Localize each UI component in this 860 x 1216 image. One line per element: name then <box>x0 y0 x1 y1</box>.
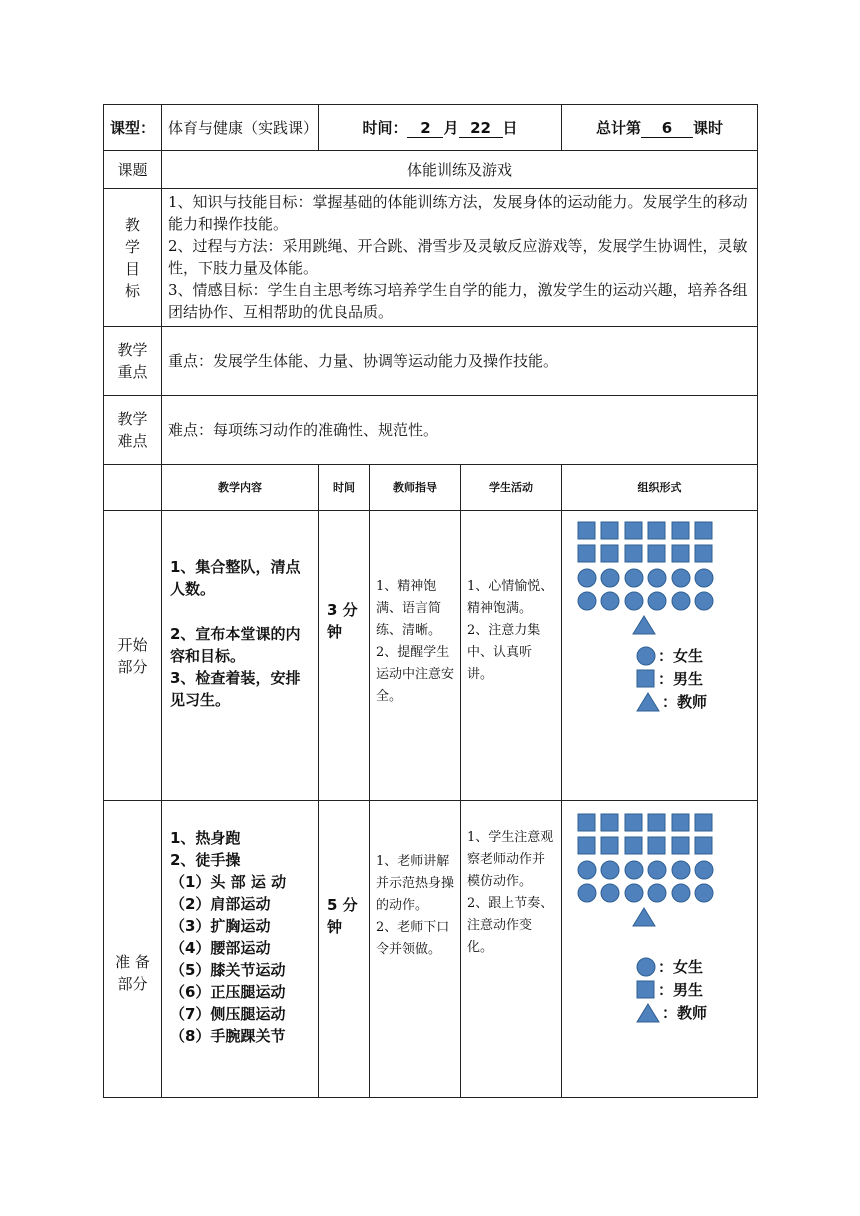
legend <box>577 644 757 713</box>
section-content-start <box>162 511 319 801</box>
boy-square <box>601 814 618 831</box>
topic-label: 课题 <box>104 151 162 189</box>
content-item: （5）膝关节运动 <box>170 961 286 979</box>
boy-square <box>648 545 665 562</box>
difficulty-row <box>104 396 758 465</box>
legend-girl: ：女生 <box>636 644 757 667</box>
objective-1: 1、知识与技能目标：掌握基础的体能训练方法，发展身体的运动能力。发展学生的移动能力和操作技能。 <box>168 193 748 233</box>
square-icon <box>636 669 656 689</box>
student-item: 2、注意力集中、认真听讲。 <box>467 623 541 682</box>
topic-value: 体能训练及游戏 <box>162 151 758 189</box>
formation-diagram <box>577 521 717 637</box>
girl-circle <box>672 884 690 902</box>
content-item: （7）侧压腿运动 <box>170 1005 286 1023</box>
key-point-value: 重点：发展学生体能、力量、协调等运动能力及操作技能。 <box>162 327 758 396</box>
lesson-plan <box>103 104 757 1098</box>
legend-girl: ：女生 <box>636 955 757 978</box>
girl-circle <box>695 884 713 902</box>
girl-circle <box>648 569 666 587</box>
total-suffix: 课时 <box>693 118 724 137</box>
section-label-warmup: 准 备 部分 <box>104 801 162 1098</box>
boy-square <box>672 545 689 562</box>
boy-square <box>625 837 642 854</box>
teacher-item: 1、精神饱满、语言简练、清晰。 <box>376 579 442 638</box>
content-item: （4）腰部运动 <box>170 939 271 957</box>
content-item: （2）肩部运动 <box>170 895 271 913</box>
girl-circle <box>672 861 690 879</box>
girl-circle <box>625 592 643 610</box>
content-item: （1）头 部 运 动 <box>170 873 287 891</box>
circle-icon <box>636 646 656 666</box>
boy-square <box>601 522 618 539</box>
legend <box>577 955 757 1024</box>
column-header-content: 教学内容 <box>162 465 319 511</box>
girl-circle <box>648 592 666 610</box>
section-time-start: 3 分 钟 <box>319 511 370 801</box>
teacher-item: 1、老师讲解并示范热身操的动作。 <box>376 854 455 913</box>
section-time-warmup: 5 分 钟 <box>319 801 370 1098</box>
objective-3: 3、情感目标：学生自主思考练习培养学生自学的能力，激发学生的运动兴趣，培养各组团结协作、互相帮助的优良品质。 <box>168 281 748 321</box>
legend-boy: ：男生 <box>636 667 757 690</box>
time-cell <box>319 105 562 151</box>
total-value: 6 <box>641 119 693 138</box>
girl-circle <box>648 884 666 902</box>
content-item: 2、宣布本堂课的内容和目标。 <box>170 625 301 665</box>
total-cell <box>562 105 758 151</box>
objectives-label: 教 学 目 标 <box>104 189 162 327</box>
boy-square <box>578 522 595 539</box>
content-item: 1、集合整队，清点人数。 <box>170 558 301 598</box>
key-point-row <box>104 327 758 396</box>
square-icon <box>636 980 656 1000</box>
girl-circle <box>695 861 713 879</box>
day-unit: 日 <box>502 118 518 137</box>
formation-diagram <box>577 813 717 929</box>
day-value: 22 <box>459 119 503 138</box>
total-prefix: 总计第 <box>595 118 641 137</box>
girl-circle <box>601 592 619 610</box>
girl-circle <box>625 884 643 902</box>
boy-square <box>695 545 712 562</box>
boy-square <box>625 814 642 831</box>
boy-square <box>648 522 665 539</box>
month-value: 2 <box>407 119 443 138</box>
teacher-item: 2、老师下口令并领做。 <box>376 920 450 957</box>
time-label: 时间： <box>362 118 408 137</box>
section-student-warmup <box>461 801 562 1098</box>
boy-square <box>578 814 595 831</box>
column-header-organization: 组织形式 <box>562 465 758 511</box>
lesson-plan-table <box>103 104 758 1098</box>
boy-square <box>672 814 689 831</box>
legend-teacher: ：教师 <box>636 1001 757 1024</box>
section-student-start <box>461 511 562 801</box>
column-header-blank <box>104 465 162 511</box>
teacher-triangle <box>633 616 655 634</box>
content-item: （8）手腕踝关节 <box>170 1027 286 1045</box>
month-unit: 月 <box>443 118 459 137</box>
triangle-icon <box>636 1003 660 1023</box>
section-row-start <box>104 511 758 801</box>
girl-circle <box>648 861 666 879</box>
legend-boy: ：男生 <box>636 978 757 1001</box>
column-header-row <box>104 465 758 511</box>
content-item: （6）正压腿运动 <box>170 983 286 1001</box>
content-item: 1、热身跑 <box>170 829 241 847</box>
content-item: 3、检查着装，安排见习生。 <box>170 669 301 709</box>
column-header-student: 学生活动 <box>461 465 562 511</box>
objective-2: 2、过程与方法：采用跳绳、开合跳、滑雪步及灵敏反应游戏等，发展学生协调性，灵敏性，下肢力量及体能。 <box>168 237 748 277</box>
boy-square <box>578 545 595 562</box>
section-label-start: 开始 部分 <box>104 511 162 801</box>
girl-circle <box>695 592 713 610</box>
section-content-warmup <box>162 801 319 1098</box>
girl-circle <box>578 884 596 902</box>
girl-circle <box>625 861 643 879</box>
section-teacher-start <box>370 511 461 801</box>
boy-square <box>601 545 618 562</box>
topic-row <box>104 151 758 189</box>
difficulty-label: 教学 难点 <box>104 396 162 465</box>
girl-circle <box>601 569 619 587</box>
section-organization-start <box>562 511 758 801</box>
boy-square <box>648 837 665 854</box>
boy-square <box>695 522 712 539</box>
girl-circle <box>601 884 619 902</box>
boy-square <box>625 545 642 562</box>
teacher-triangle <box>633 908 655 926</box>
column-header-time: 时间 <box>319 465 370 511</box>
triangle-icon <box>636 692 660 712</box>
objectives-row <box>104 189 758 327</box>
student-item: 2、跟上节奏、注意动作变化。 <box>467 896 554 955</box>
content-item: 2、徒手操 <box>170 851 241 869</box>
boy-square <box>625 522 642 539</box>
boy-square <box>578 837 595 854</box>
girl-circle <box>625 569 643 587</box>
difficulty-value: 难点：每项练习动作的准确性、规范性。 <box>162 396 758 465</box>
objectives-text <box>162 189 758 327</box>
student-item: 1、心情愉悦、精神饱满。 <box>467 579 554 616</box>
circle-icon <box>636 957 656 977</box>
header-row <box>104 105 758 151</box>
type-label: 课型： <box>104 105 162 151</box>
boy-square <box>672 837 689 854</box>
girl-circle <box>672 569 690 587</box>
boy-square <box>648 814 665 831</box>
girl-circle <box>578 861 596 879</box>
content-item: （3）扩胸运动 <box>170 917 271 935</box>
girl-circle <box>578 592 596 610</box>
section-row-warmup <box>104 801 758 1098</box>
boy-square <box>672 522 689 539</box>
girl-circle <box>578 569 596 587</box>
section-organization-warmup <box>562 801 758 1098</box>
type-value: 体育与健康（实践课） <box>162 105 319 151</box>
girl-circle <box>672 592 690 610</box>
boy-square <box>695 837 712 854</box>
student-item: 1、学生注意观察老师动作并模仿动作。 <box>467 830 554 889</box>
section-teacher-warmup <box>370 801 461 1098</box>
boy-square <box>695 814 712 831</box>
column-header-teacher: 教师指导 <box>370 465 461 511</box>
legend-teacher: ：教师 <box>636 690 757 713</box>
key-point-label: 教学 重点 <box>104 327 162 396</box>
teacher-item: 2、提醒学生运动中注意安全。 <box>376 645 455 704</box>
girl-circle <box>601 861 619 879</box>
girl-circle <box>695 569 713 587</box>
boy-square <box>601 837 618 854</box>
